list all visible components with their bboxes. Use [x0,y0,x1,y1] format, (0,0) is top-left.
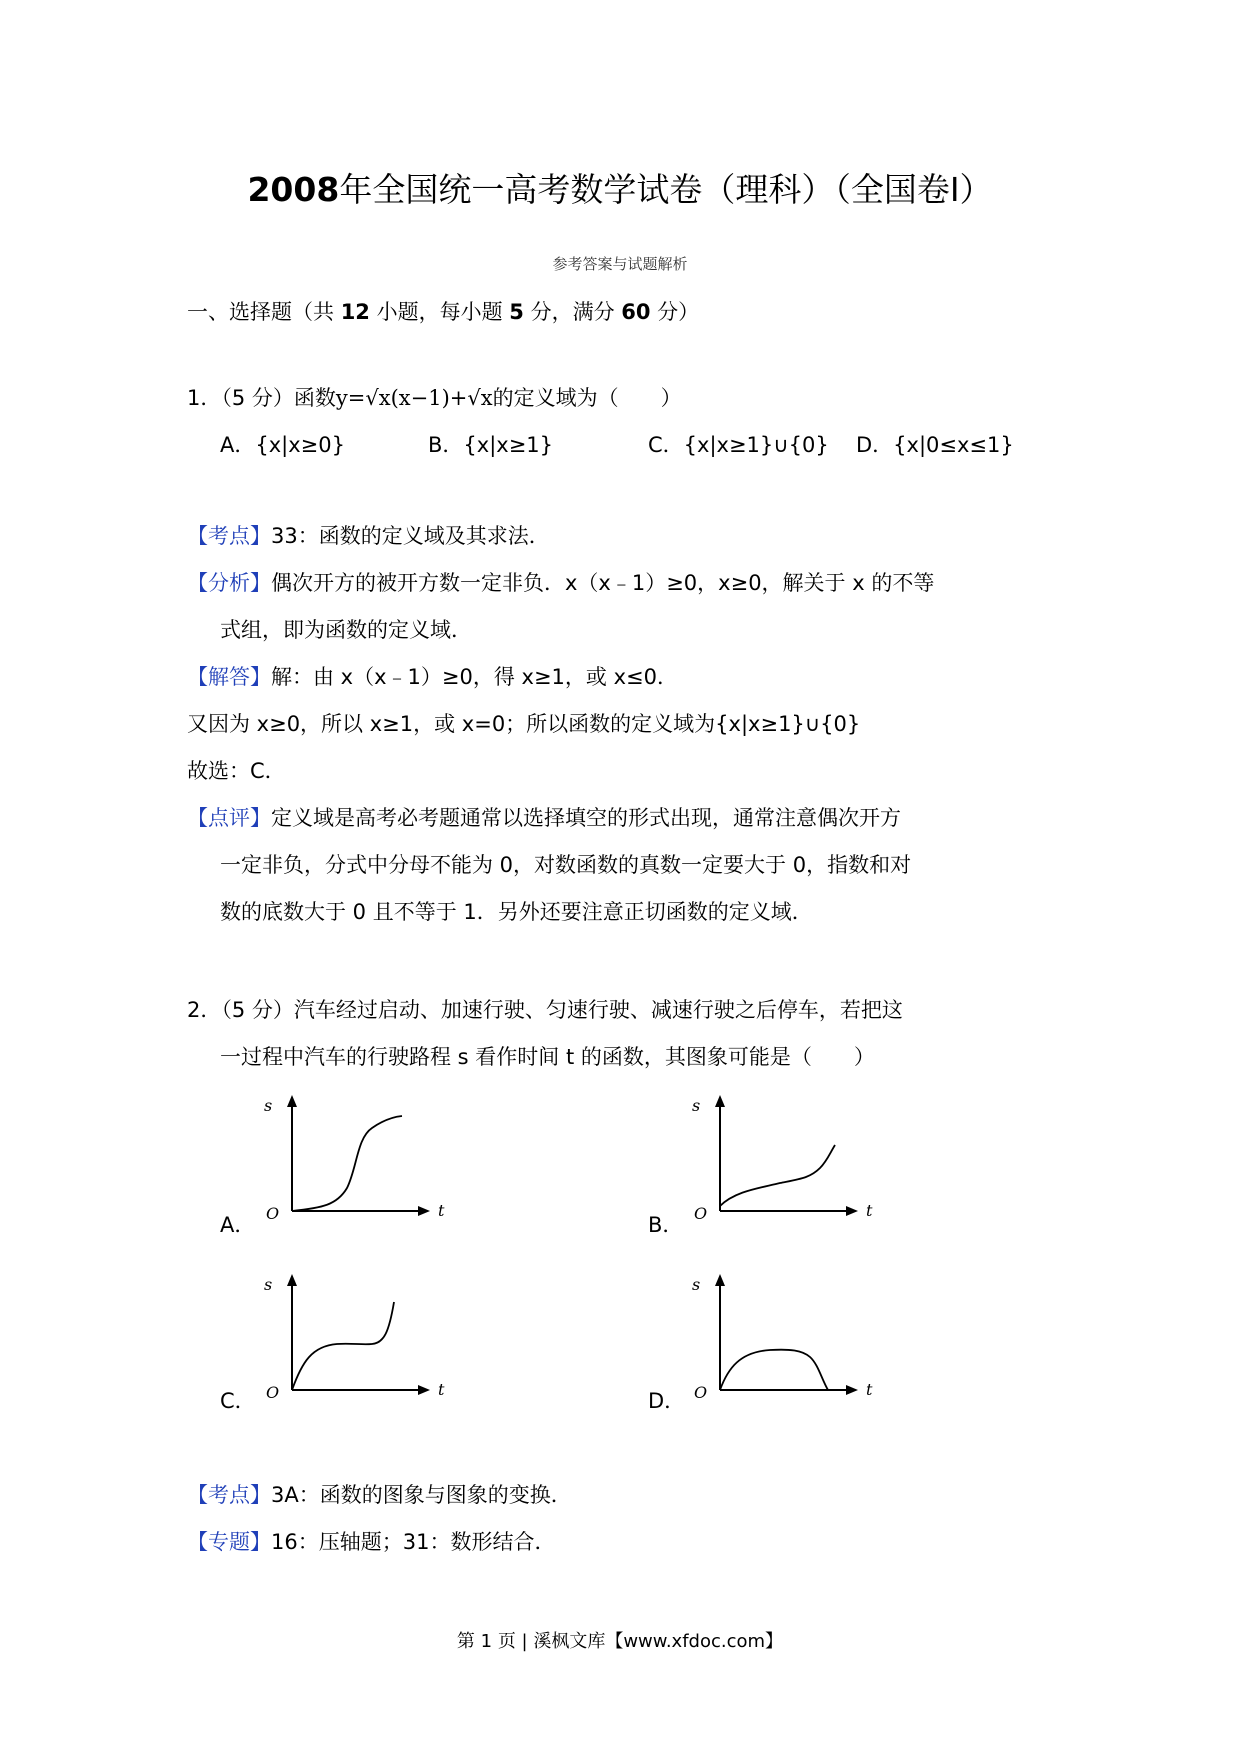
graph-d-origin-label: O [694,1383,708,1402]
graph-d-t-label: t [866,1380,873,1399]
graph-d [690,1272,875,1402]
jieda-tag: 【解答】 [187,665,271,689]
graph-c-curve [292,1302,394,1390]
graph-a-origin-label: O [266,1204,280,1223]
question-1-fenxi: 【分析】偶次开方的被开方数一定非负．x（x﹣1）≥0，x≥0，解关于 x 的不等 [187,571,935,595]
question-1-jieda-2: 又因为 x≥0，所以 x≥1，或 x=0；所以函数的定义域为{x|x≥1}∪{0} [187,712,861,736]
question-1-option-d: D．{x|0≤x≤1} [856,433,1014,457]
question-2-zhuanti: 【专题】16：压轴题；31：数形结合． [187,1530,556,1554]
graph-a-curve [292,1116,402,1211]
graph-b-s-label: s [692,1096,701,1115]
graph-b-t-label: t [866,1201,873,1220]
question-1-formula: y=√x(x−1)+√x [335,386,493,410]
dianping-tag: 【点评】 [187,806,271,830]
question-2-stem: 2．（5 分）汽车经过启动、加速行驶、匀速行驶、减速行驶之后停车，若把这 [187,998,903,1022]
question-1-dianping-2: 一定非负，分式中分母不能为 0，对数函数的真数一定要大于 0，指数和对 [220,853,912,877]
question-2-option-d: D． [648,1389,686,1413]
graph-a-t-label: t [438,1201,445,1220]
question-1-option-b: B．{x|x≥1} [428,433,554,457]
question-2-stem-cont: 一过程中汽车的行驶路程 s 看作时间 t 的函数，其图象可能是（ ） [220,1045,875,1069]
graph-c [262,1272,447,1402]
question-1-option-c: C．{x|x≥1}∪{0} [648,433,829,457]
kaodian-tag: 【考点】 [187,1483,271,1507]
graph-a-s-label: s [264,1096,273,1115]
graph-b-curve [720,1145,835,1206]
question-2-kaodian: 【考点】3A：函数的图象与图象的变换． [187,1483,572,1507]
graph-d-curve [720,1350,828,1390]
graph-c-t-label: t [438,1380,445,1399]
zhuanti-tag: 【专题】 [187,1530,271,1554]
question-1-fenxi-cont: 式组，即为函数的定义域． [220,618,472,642]
graph-b [690,1093,875,1223]
graph-a [262,1093,447,1223]
graph-d-s-label: s [692,1275,701,1294]
section-heading: 一、选择题（共 12 小题，每小题 5 分，满分 60 分） [187,300,700,324]
question-1-kaodian: 【考点】33：函数的定义域及其求法． [187,524,550,548]
kaodian-tag: 【考点】 [187,524,271,548]
question-2-option-b: B． [648,1213,684,1237]
question-1-option-a: A．{x|x≥0} [220,433,345,457]
question-2-option-c: C． [220,1389,256,1413]
question-1-dianping-3: 数的底数大于 0 且不等于 1．另外还要注意正切函数的定义域． [220,900,813,924]
page-footer: 第 1 页 | 溪枫文库【www.xfdoc.com】 [456,1631,784,1652]
question-1-dianping: 【点评】定义域是高考必考题通常以选择填空的形式出现，通常注意偶次开方 [187,806,901,830]
question-1-stem: 1．（5 分）函数y=√x(x−1)+√x的定义域为（ ） [187,386,682,410]
question-1-jieda: 【解答】解：由 x（x﹣1）≥0，得 x≥1，或 x≤0． [187,665,678,689]
question-1-jieda-3: 故选：C． [187,759,286,783]
graph-b-origin-label: O [694,1204,708,1223]
graph-c-origin-label: O [266,1383,280,1402]
page-title: 2008年全国统一高考数学试卷（理科）（全国卷Ⅰ） [247,170,993,209]
graph-c-s-label: s [264,1275,273,1294]
fenxi-tag: 【分析】 [187,571,271,595]
page-subtitle: 参考答案与试题解析 [552,255,688,273]
question-2-option-a: A． [220,1213,256,1237]
